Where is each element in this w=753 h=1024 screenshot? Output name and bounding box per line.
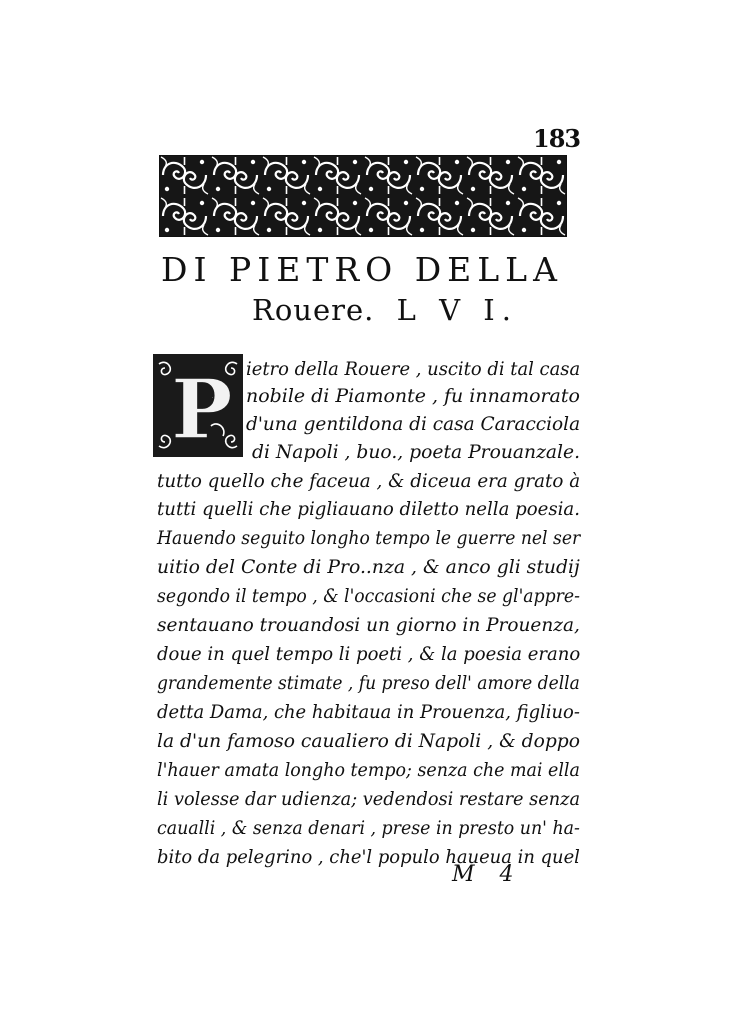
body-line: sentauano trouandosi un giorno in Prouenza, (157, 614, 580, 636)
body-line: doue in quel tempo li poeti , & la poesia erano (157, 643, 581, 665)
chapter-title-name: Rouere. (252, 293, 375, 327)
body-line: tutti quelli che pigliauano diletto nella poesia. (157, 498, 580, 520)
body-line: la d'un famoso caualiero di Napoli , & doppo (157, 730, 580, 752)
body-line: nobile di Piamonte , fu innamorato (246, 385, 580, 407)
body-line: d'una gentildona di casa Caracciola (246, 413, 581, 435)
body-line: grandemente stimate , fu preso dell' amore della (157, 672, 580, 694)
body-line: Hauendo seguito longho tempo le guerre nel ser (157, 527, 581, 549)
signature-mark: M 4 (452, 862, 514, 887)
decorated-initial-p (153, 354, 243, 457)
page-number: 183 (533, 124, 581, 153)
body-line: bito da pelegrino , che'l populo haueua in quel (157, 846, 580, 868)
body-line: uitio del Conte di Pro..nza , & anco gli studij (157, 556, 580, 578)
body-line: tutto quello che faceua , & diceua era grato à (157, 470, 581, 492)
body-line: detta Dama, che habitaua in Prouenza, figliuo- (157, 701, 580, 723)
chapter-title-line2 (252, 293, 518, 327)
body-line: segondo il tempo , & l'occasioni che se gl'appre- (157, 585, 580, 607)
ornamental-headpiece (159, 155, 567, 237)
body-line: ietro della Rouere , uscito di tal casa (246, 358, 581, 380)
chapter-numeral: L V I. (396, 293, 518, 327)
chapter-title-line1: DI PIETRO DELLA (161, 250, 563, 289)
initial-letter: P (171, 362, 233, 457)
body-line: li volesse dar udienza; vedendosi restare senza (157, 788, 581, 810)
body-line: di Napoli , buo., poeta Prouanzale. (252, 441, 581, 463)
body-line: caualli , & senza denari , prese in presto un' ha- (157, 817, 580, 839)
body-line: l'hauer amata longho tempo; senza che mai ella (157, 759, 580, 781)
